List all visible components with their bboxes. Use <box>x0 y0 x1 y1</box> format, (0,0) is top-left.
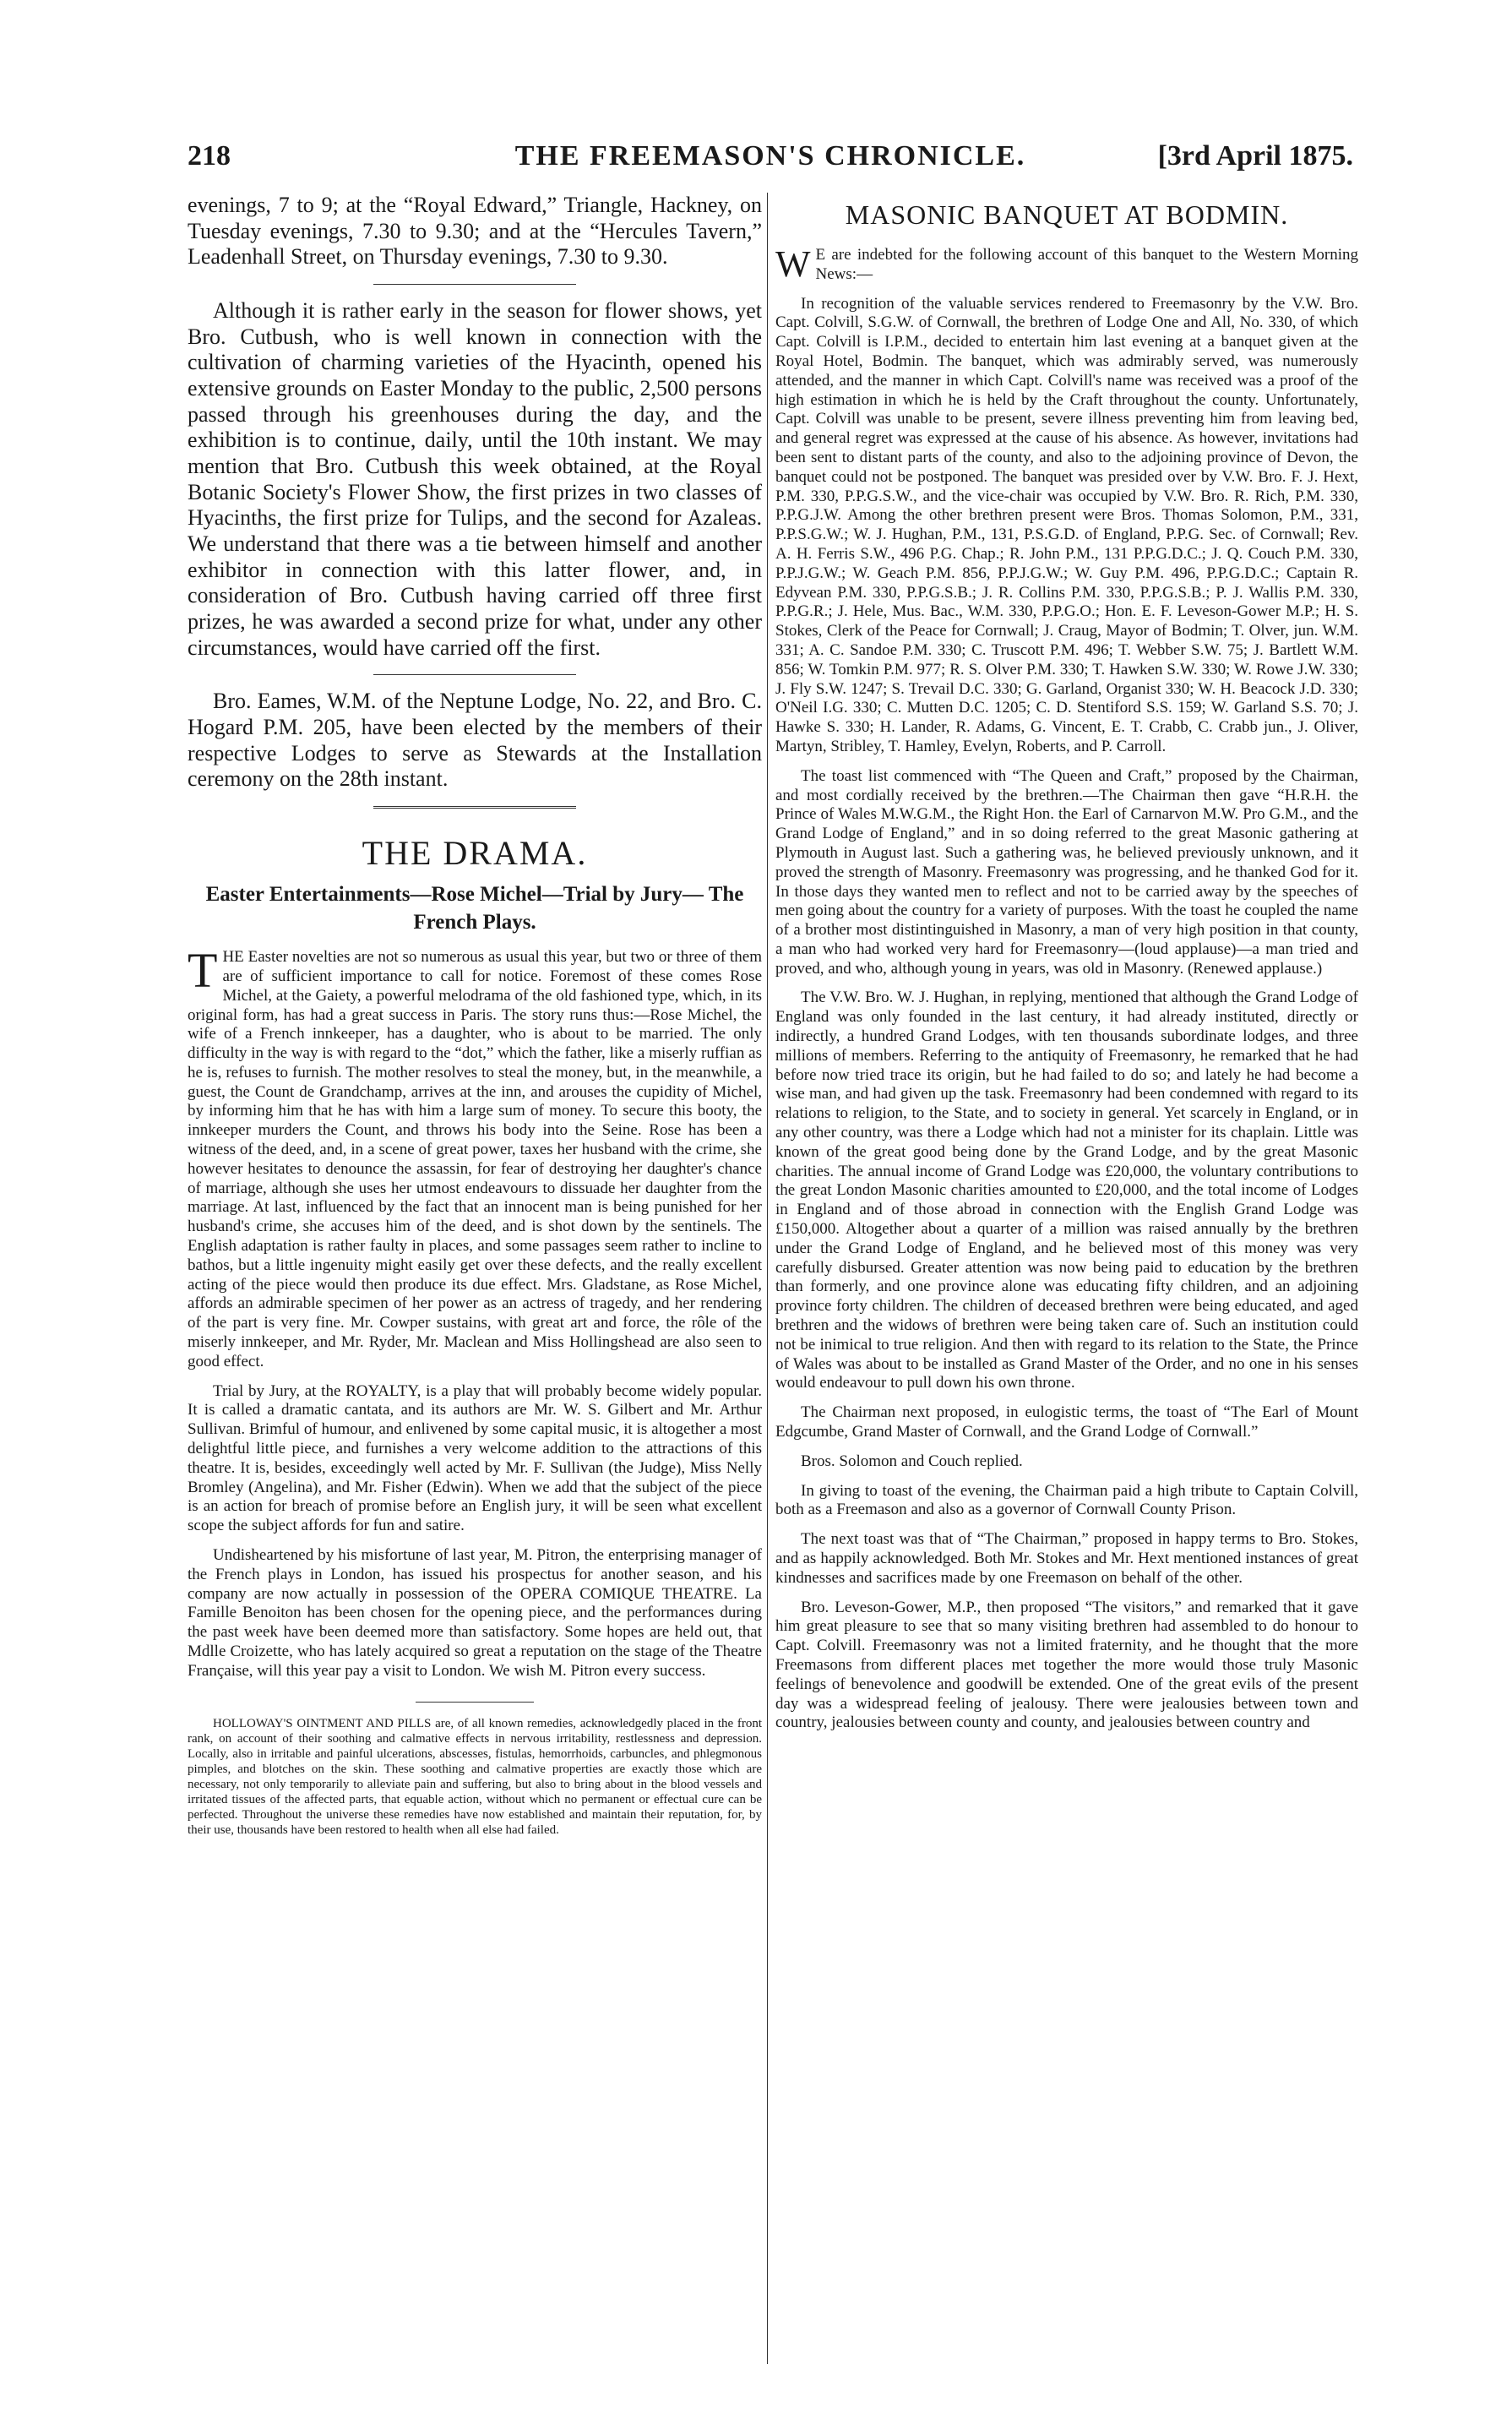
paragraph-evening-toast: In giving to toast of the evening, the Chairman paid a high tribute to Captain Colvill, both as a Freemason and also as a governor of Cornwall County Prison. <box>775 1481 1358 1519</box>
paragraph-trial-by-jury: Trial by Jury, at the ROYALTY, is a play that will probably become widely popular. It is called a dramatic cantata, and its authors are Mr. W. S. Gilbert and Mr. Arthur Sullivan. Brimful of humour, and enlivened by some capital music, it is altogether a most delightful little piece, and furnishes a very welcome addition to the attractions of this theatre. It is, besides, exceedingly well acted by Mr. F. Sullivan (the Judge), Miss Nelly Bromley (Angelina), and Mr. Fisher (Edwin). When we add that the subject of the piece is an action for breach of promise before an English jury, it will be seen what excellent scope the subject affords for fun and satire. <box>188 1381 762 1535</box>
paragraph-chairman-toast: The next toast was that of “The Chairman,” proposed in happy terms to Bro. Stokes, and as happily acknowledged. Both Mr. Stokes and Mr. Hext mentioned instances of great kindnesses and sacrifices made by one Freemason on behalf of the other. <box>775 1530 1358 1587</box>
divider <box>416 1702 534 1703</box>
advertisement-holloway: HOLLOWAY'S OINTMENT AND PILLS are, of all known remedies, acknowledgedly placed in the front rank, on account of their soothing and calmative effects in nervous irritability, restlessness and depression. Locally, also in irritable and painful ulcerations, abscesses, fistulas, hemorrhoids, carbuncles, and phlegmonous pimples, and blotches on the skin. These soothing and calmative properties are exactly those which are necessary, not only temporarily to alleviate pain and suffering, but also to bring about in the blood vessels and irritated tissues of the affected parts, that equable action, without which no permanent or effectual cure can be perfected. Throughout the universe these remedies have now established and maintain their reputation, for, by their use, thousands have been restored to health when all else had failed. <box>188 1716 762 1837</box>
double-divider <box>373 806 576 811</box>
right-column <box>775 193 1358 2373</box>
paragraph-stewards: Bro. Eames, W.M. of the Neptune Lodge, No. 22, and Bro. C. Hogard P.M. 205, have been elected by the members of their respective Lodges to serve as Stewards at the Installation ceremony on the 28th instant. <box>188 689 762 792</box>
issue-date: [3rd April 1875. <box>1157 140 1353 172</box>
paragraph-meeting-times: evenings, 7 to 9; at the “Royal Edward,” Triangle, Hackney, on Tuesday evenings, 7.30 to 9.30; and at the “Hercules Tavern,” Leadenhall Street, on Thursday evenings, 7.30 to 9.30. <box>188 193 762 270</box>
paragraph-visitors-toast: Bro. Leveson-Gower, M.P., then proposed “The visitors,” and remarked that it gave him great pleasure to see that so many visiting brethren had assembled to do honour to Capt. Colvill. Freemasonry was not a limited fraternity, and he thought that the more Freemasons from different places met together the more would those truly Masonic feelings of benevolence and goodwill be extended. One of the great evils of the present day was a widespread feeling of jealousy. There were jealousies between town and country, jealousies between county and county, and jealousies between country and <box>775 1598 1358 1732</box>
page-header <box>188 140 1353 179</box>
drama-text: HE Easter novelties are not so numerous as usual this year, but two or three of them are of sufficient importance to call for notice. Foremost of these comes Rose Michel, at the Gaiety, a powerful melodrama of the old fashioned type, which, in its original form, has had a great success in Paris. The story runs thus:—Rose Michel, the wife of a French innkeeper, has a daughter, who is about to be married. The only difficulty in the way is with regard to the “dot,” which the father, like a miserly ruffian as he is, refuses to furnish. The mother resolves to steal the money, but, in the meanwhile, a guest, the Count de Grandchamp, arrives at the inn, and arouses the cupidity of Michel, by informing him that he has with him a large sum of money. To secure this booty, the innkeeper murders the Count, and throws his body into the Seine. Rose has been a witness of the deed, and, in a scene of great power, taxes her husband with the crime, she however hesitates to denounce the assassin, for fear of destroying her daughter's chance of marriage, although she uses her utmost endeavours to dissuade her daughter from the marriage. At last, influenced by the fact that an innocent man is being punished for her husband's crime, she accuses him of the deed, and is shot down by the sentinels. The English adaptation is rather faulty in places, and some passages seem rather to incline to bathos, but a little ingenuity might easily get over these defects, and the really excellent acting of the piece would then produce its due effect. Mrs. Gladstane, as Rose Michel, affords an admirable specimen of her power as an actress of tragedy, and her rendering of the part is very fine. Mr. Cowper sustains, with great art and force, the rôle of the miserly innkeeper, and Mr. Ryder, Mr. Maclean and Miss Hollingshead are also seen to good effect. <box>188 948 762 1370</box>
drama-subheading: Easter Entertainments—Rose Michel—Trial by Jury— The French Plays. <box>205 883 744 934</box>
page-number: 218 <box>188 140 231 172</box>
divider <box>373 284 576 285</box>
column-divider <box>767 193 768 2364</box>
intro-text: E are indebted for the following account of this banquet to the Western Morning News:— <box>815 246 1358 283</box>
paragraph-rose-michel <box>188 943 762 1372</box>
paragraph-hughan-reply: The V.W. Bro. W. J. Hughan, in replying, mentioned that although the Grand Lodge of England was only founded in the last century, it had already instituted, directly or indirectly, a hundred Grand Lodges, with ten thousands subordinate lodges, and three millions of members. Referring to the antiquity of Freemasonry, he remarked that he had before now tried trace its origin, but he had failed to do so; and lately he had become a wise man, and had given up the task. Freemasonry had been condemned with regard to its relations to religion, to the State, and to society in general. Yet scarcely in England, or in any other country, was there a Lodge which had not a minister for its chaplain. Little was known of the great good being done by the Grand Lodge, and by the great Masonic charities. The annual income of Grand Lodge was £20,000, the voluntary contributions to the great London Masonic charities amounted to £20,000, and the total income of Lodges in England and of those abroad in connection with the English Grand Lodge was £150,000. Altogether about a quarter of a million was raised annually by the brethren under the Grand Lodge of England, and he believed most of this money was very carefully disbursed. Greater attention was now being paid to education by the brethren than formerly, and one province alone was educating fifty children, and an adjoining province forty children. The children of deceased brethren were being educated, and aged brethren and the widows of brethren were being taken care of. Such an institution could not be inimical to true religion. And then with regard to its relation to the State, the Prince of Wales was about to be installed as Grand Master of the Order, and no one in his senses would endeavour to pull down his own throne. <box>775 989 1358 1392</box>
drama-heading: THE DRAMA. <box>362 834 588 873</box>
paragraph-french-plays: Undisheartened by his misfortune of last year, M. Pitron, the enterprising manager of the French plays in London, has issued his prospectus for another season, and his company are now actually in possession of the OPERA COMIQUE THEATRE. La Famille Benoiton has been chosen for the opening piece, and the performances during the past week have been deemed more than satisfactory. Some hopes are held out, that Mdlle Croizette, who has lately acquired so great a reputation on the stage of the Theatre Française, will this year pay a visit to London. We wish M. Pitron every success. <box>188 1546 762 1680</box>
newspaper-title: THE FREEMASON'S CHRONICLE. <box>514 140 1026 172</box>
paragraph-toast-list: The toast list commenced with “The Queen and Craft,” proposed by the Chairman, and most cordially received by the brethren.—The Chairman then gave “H.R.H. the Prince of Wales M.W.G.M., the Right Hon. the Earl of Carnarvon M.W. Pro G.M., and the Grand Lodge of England,” and in so doing referred to the great Masonic gathering at Plymouth in August last. Such a gathering was, he believed previously unknown, and it proved the strength of Masonry. Freemasonry was progressing, and he thanked God for it. In those days they wanted men to reflect and not to be carried away by the speeches of men going about the country for a variety of purposes. With the toast he coupled the name of a brother most distintinguished in Masonry, a man of very high position in that county, a man who had worked very hard for Freemasonry—(loud applause)—a man tried and proved, and who, although young in years, was old in Masonry. (Renewed applause.) <box>775 766 1358 978</box>
drop-cap: W <box>775 243 811 285</box>
drop-cap: T <box>188 943 218 999</box>
banquet-intro <box>775 243 1358 285</box>
paragraph-replies: Bros. Solomon and Couch replied. <box>801 1452 1023 1470</box>
paragraph-banquet-attendees: In recognition of the valuable services rendered to Freemasonry by the V.W. Bro. Capt. Colvill, S.G.W. of Cornwall, the brethren of Lodge One and All, No. 330, of which Capt. Colvill is I.P.M., decided to entertain him last evening at a banquet given at the Royal Hotel, Bodmin. The banquet, which was admirably served, was numerously attended, and the manner in which Capt. Colvill's name was received was a proof of the high estimation in which he is held by the Craft throughout the county. Unfortunately, Capt. Colvill was unable to be present, severe illness preventing him from leaving bed, and general regret was expressed at the cause of his absence. As however, invitations had been sent to distant parts of the county, and also to the adjoining province of Devon, the banquet could not be postponed. The banquet was presided over by V.W. Bro. F. J. Hext, P.M. 330, P.P.G.S.W., and the vice-chair was occupied by V.W. Bro. R. Rich, P.M. 330, P.P.G.J.W. Among the other brethren present were Bros. Thomas Solomon, P.M., 331, P.P.S.G.W.; W. J. Hughan, P.M., 131, P.S.G.D. of England, P.P.G. Sec. of Cornwall; Rev. A. H. Ferris S.W., 496 P.G. Chap.; R. John P.M., 131 P.P.G.D.C.; J. Q. Couch P.M. 330, P.P.J.G.W.; W. Geach P.M. 856, P.P.J.G.W.; W. Guy P.M. 496, P.P.G.D.C.; Captain R. Edyvean P.M. 330, P.P.G.S.B.; J. R. Collins P.M. 330, P.P.G.S.B.; P. J. Wallis P.M. 330, P.P.G.R.; J. Hele, Mus. Bac., W.M. 330, P.P.G.O.; Hon. E. F. Leveson-Gower M.P.; H. S. Stokes, Clerk of the Peace for Cornwall; J. Craug, Mayor of Bodmin; T. Olver, jun. W.M. 331; A. C. Sandoe P.M. 330; C. Truscott P.M. 496; T. Webber S.W. 75; J. Bartlett W.M. 856; W. Tomkin P.M. 977; R. S. Olver P.M. 330; T. Hawken S.W. 330; W. Rowe J.W. 330; J. Fly S.W. 1247; S. Trevail D.C. 330; G. Garland, Organist 330; W. H. Beacock J.D. 330; O'Neil I.G. 330; C. Mutten D.C. 1205; C. D. Stentiford S.S. 159; W. Garland S.S. 70; J. Hawke S. 330; H. Lander, R. Adams, G. Vincent, E. T. Crabb, C. Crabb jun., J. Oliver, Martyn, Stribley, T. Hamley, Evelyn, Roberts, and P. Carroll. <box>775 294 1358 755</box>
paragraph-cutbush: Although it is rather early in the season for flower shows, yet Bro. Cutbush, who is well known in connection with the cultivation of charming varieties of the Hyacinth, opened his extensive grounds on Easter Monday to the public, 2,500 persons passed through his greenhouses during the day, and the exhibition is to continue, daily, until the 10th instant. We may mention that Bro. Cutbush this week obtained, at the Royal Botanic Society's Flower Show, the first prizes in two classes of Hyacinths, the first prize for Tulips, and the second for Azaleas. We understand that there was a tie between himself and another exhibitor in connection with this latter flower, and, in consideration of Bro. Cutbush having carried off three first prizes, he was awarded a second prize for what, under any other circumstances, would have carried off the first. <box>188 298 762 660</box>
divider <box>373 674 576 675</box>
banquet-heading: MASONIC BANQUET AT BODMIN. <box>845 199 1289 230</box>
paragraph-edgcumbe-toast: The Chairman next proposed, in eulogistic terms, the toast of “The Earl of Mount Edgcumbe, Grand Master of Cornwall, and the Grand Lodge of Cornwall.” <box>775 1403 1358 1441</box>
left-column <box>188 193 762 2373</box>
